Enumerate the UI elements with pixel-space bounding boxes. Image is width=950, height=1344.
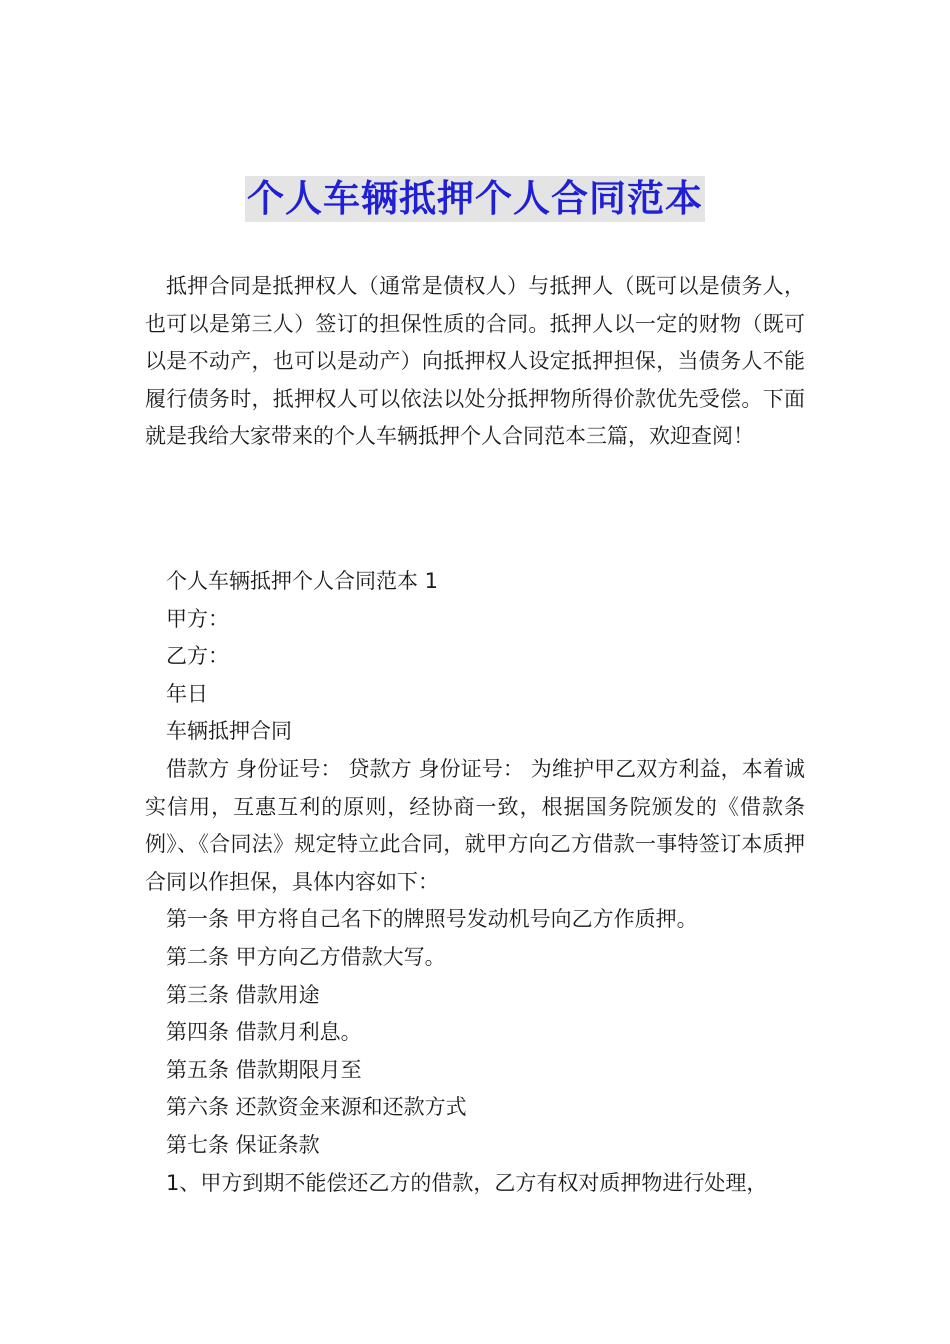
contract-body bbox=[145, 563, 805, 1202]
date-line: 年日 bbox=[166, 681, 208, 706]
article-7: 第七条 保证条款 bbox=[166, 1132, 320, 1157]
document-title: 个人车辆抵押个人合同范本 bbox=[247, 177, 703, 220]
preamble-paragraph: 借款方 身份证号： 贷款方 身份证号： 为维护甲乙双方利益，本着诚实信用，互惠互利的原则，经协商一致，根据国务院颁发的《借款条例》、《合同法》规定特立此合同，就甲方向乙方借款一事特签订本质押合同以作担保，具体内容如下： bbox=[145, 756, 805, 894]
contract-name: 车辆抵押合同 bbox=[166, 719, 292, 744]
intro-paragraph: 抵押合同是抵押权人（通常是债权人）与抵押人（既可以是债务人，也可以是第三人）签订的担保性质的合同。抵押人以一定的财物（既可以是不动产，也可以是动产）向抵押权人设定抵押担保，当债务人不能履行债务时，抵押权人可以依法以处分抵押物所得价款优先受偿。下面就是我给大家带来的个人车辆抵押个人合同范本三篇，欢迎查阅！ bbox=[145, 274, 805, 448]
title-container bbox=[0, 176, 950, 222]
section-heading: 个人车辆抵押个人合同范本 1 bbox=[166, 569, 439, 593]
party-b-line: 乙方： bbox=[166, 644, 229, 669]
party-a-line: 甲方： bbox=[166, 606, 229, 631]
article-1: 第一条 甲方将自己名下的牌照号发动机号向乙方作质押。 bbox=[166, 907, 698, 932]
article-4: 第四条 借款月利息。 bbox=[166, 1020, 362, 1045]
article-5: 第五条 借款期限月至 bbox=[166, 1057, 362, 1082]
article-3: 第三条 借款用途 bbox=[166, 982, 320, 1007]
article-6: 第六条 还款资金来源和还款方式 bbox=[166, 1095, 467, 1120]
article-2: 第二条 甲方向乙方借款大写。 bbox=[166, 944, 446, 969]
clause-1: 1、甲方到期不能偿还乙方的借款，乙方有权对质押物进行处理， bbox=[166, 1170, 768, 1195]
